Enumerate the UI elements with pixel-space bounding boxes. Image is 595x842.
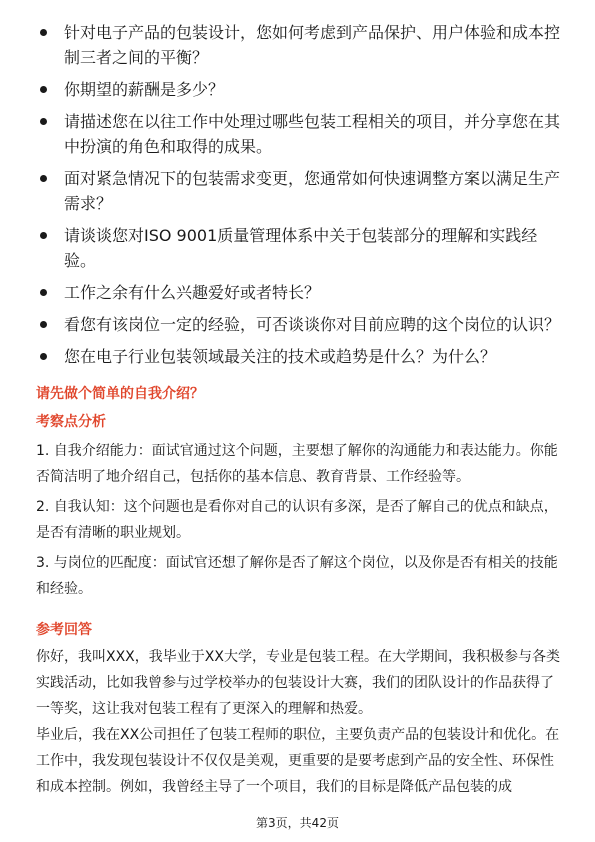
analysis-point: 2. 自我认知：这个问题也是看你对自己的认识有多深，是否了解自己的优点和缺点，是否有清晰的职业规划。: [36, 499, 558, 541]
list-item: [36, 20, 561, 70]
analysis-point: 1. 自我介绍能力：面试官通过这个问题，主要想了解你的沟通能力和表达能力。你能否简洁明了地介绍自己，包括你的基本信息、教育背景、工作经验等。: [36, 443, 558, 485]
list-item: [36, 166, 561, 216]
list-item: [36, 280, 561, 305]
bullet-icon: [40, 29, 47, 36]
list-item: [36, 344, 561, 369]
question-text: 看您有该岗位一定的经验，可否谈谈你对目前应聘的这个岗位的认识？: [64, 315, 561, 334]
question-text: 您在电子行业包装领域最关注的技术或趋势是什么？为什么？: [64, 347, 497, 366]
question-text: 工作之余有什么兴趣爱好或者特长？: [64, 283, 321, 302]
intro-section: [36, 384, 561, 404]
bullet-icon: [40, 118, 47, 125]
question-text: 面对紧急情况下的包装需求变更，您通常如何快速调整方案以满足生产需求？: [64, 169, 561, 213]
answer-heading: 参考回答: [36, 622, 92, 638]
bullet-icon: [40, 321, 47, 328]
bullet-icon: [40, 232, 47, 239]
analysis-point: 3. 与岗位的匹配度：面试官还想了解你是否了解这个岗位，以及你是否有相关的技能和经验。: [36, 555, 558, 597]
question-text: 请谈谈您对ISO 9001质量管理体系中关于包装部分的理解和实践经验。: [64, 226, 538, 270]
analysis-section: [36, 412, 561, 602]
answer-section: [36, 620, 561, 800]
list-item: [36, 312, 561, 337]
bullet-icon: [40, 353, 47, 360]
analysis-heading: 考察点分析: [36, 414, 106, 430]
bullet-icon: [40, 289, 47, 296]
list-item: [36, 109, 561, 159]
list-item: [36, 223, 561, 273]
question-text: 针对电子产品的包装设计，您如何考虑到产品保护、用户体验和成本控制三者之间的平衡？: [64, 23, 561, 67]
answer-paragraph: 你好，我叫XXX，我毕业于XX大学，专业是包装工程。在大学期间，我积极参与各类实践活动，比如我曾参与过学校举办的包装设计大赛，我们的团队设计的作品获得了一等奖，这让我对包装工程有了更深入的理解和热爱。: [36, 649, 560, 717]
page-number-footer: 第3页，共42页: [256, 816, 339, 830]
list-item: [36, 77, 561, 102]
question-text: 你期望的薪酬是多少？: [64, 80, 225, 99]
answer-paragraph: 毕业后，我在XX公司担任了包装工程师的职位，主要负责产品的包装设计和优化。在工作中，我发现包装设计不仅仅是美观，更重要的是要考虑到产品的安全性、环保性和成本控制。例如，我曾经主导了一个项目，我们的目标是降低产品包装的成: [36, 727, 560, 795]
bullet-icon: [40, 86, 47, 93]
question-list: [36, 20, 561, 376]
question-text: 请描述您在以往工作中处理过哪些包装工程相关的项目，并分享您在其中扮演的角色和取得的成果。: [64, 112, 561, 156]
bullet-icon: [40, 175, 47, 182]
intro-question-heading: 请先做个简单的自我介绍？: [36, 386, 204, 402]
